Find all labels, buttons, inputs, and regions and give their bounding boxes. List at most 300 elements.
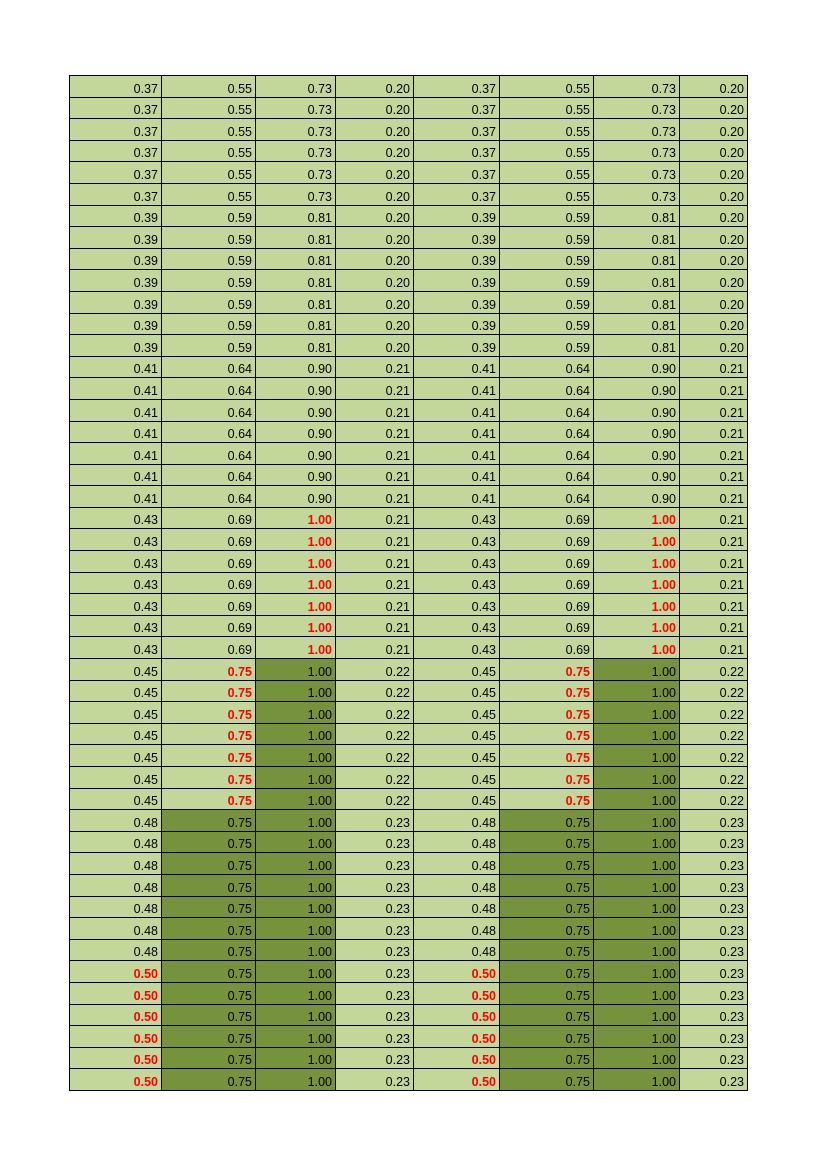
table-cell: 0.21 (680, 529, 748, 551)
table-cell: 0.21 (680, 443, 748, 465)
table-cell: 0.73 (256, 76, 336, 98)
table-cell: 0.22 (336, 723, 414, 745)
table-cell: 1.00 (594, 551, 680, 573)
table-cell: 0.45 (414, 680, 500, 702)
table-cell: 0.48 (70, 939, 162, 961)
table-cell: 0.21 (336, 551, 414, 573)
table-cell: 0.75 (500, 788, 594, 810)
table-cell: 0.59 (500, 270, 594, 292)
table-cell: 1.00 (256, 788, 336, 810)
table-cell: 1.00 (256, 680, 336, 702)
table-cell: 0.75 (500, 853, 594, 875)
table-cell: 0.48 (70, 853, 162, 875)
table-cell: 0.69 (162, 637, 256, 659)
table-cell: 0.55 (500, 97, 594, 119)
table-cell: 0.75 (500, 810, 594, 832)
table-cell: 0.59 (162, 270, 256, 292)
table-cell: 0.69 (500, 572, 594, 594)
table-cell: 0.55 (500, 183, 594, 205)
table-cell: 0.73 (594, 97, 680, 119)
table-cell: 0.41 (70, 443, 162, 465)
table-cell: 0.90 (256, 399, 336, 421)
table-cell: 0.41 (414, 399, 500, 421)
table-cell: 0.90 (594, 399, 680, 421)
table-cell: 0.43 (414, 615, 500, 637)
table-cell: 0.75 (500, 702, 594, 724)
table-cell: 0.21 (336, 507, 414, 529)
table-cell: 0.41 (414, 443, 500, 465)
table-cell: 0.43 (414, 551, 500, 573)
table-row (70, 140, 748, 162)
table-cell: 0.48 (414, 918, 500, 940)
table-row (70, 443, 748, 465)
table-cell: 0.75 (162, 745, 256, 767)
table-cell: 0.39 (70, 227, 162, 249)
table-cell: 0.39 (70, 313, 162, 335)
data-table (69, 75, 748, 1091)
table-cell: 1.00 (256, 1047, 336, 1069)
table-cell: 0.50 (414, 961, 500, 983)
table-cell: 0.73 (256, 97, 336, 119)
table-cell: 0.81 (594, 313, 680, 335)
table-cell: 0.48 (414, 874, 500, 896)
table-cell: 0.22 (336, 745, 414, 767)
table-cell: 0.75 (500, 831, 594, 853)
table-cell: 0.69 (500, 551, 594, 573)
table-cell: 0.75 (162, 659, 256, 681)
table-cell: 0.75 (500, 918, 594, 940)
table-cell: 0.50 (70, 961, 162, 983)
table-cell: 0.50 (70, 1069, 162, 1091)
table-cell: 0.45 (70, 767, 162, 789)
table-cell: 0.20 (336, 140, 414, 162)
table-cell: 0.41 (70, 421, 162, 443)
table-cell: 1.00 (256, 767, 336, 789)
table-row (70, 1069, 748, 1091)
table-cell: 1.00 (256, 1069, 336, 1091)
table-cell: 0.81 (594, 227, 680, 249)
table-cell: 0.39 (414, 291, 500, 313)
table-cell: 0.21 (680, 594, 748, 616)
table-row (70, 119, 748, 141)
table-cell: 0.69 (500, 507, 594, 529)
table-cell: 0.48 (414, 810, 500, 832)
table-cell: 0.43 (70, 572, 162, 594)
table-cell: 0.64 (162, 356, 256, 378)
table-row (70, 615, 748, 637)
table-cell: 0.37 (414, 76, 500, 98)
table-cell: 0.75 (500, 723, 594, 745)
table-cell: 0.75 (162, 1069, 256, 1091)
table-cell: 0.45 (414, 745, 500, 767)
table-row (70, 313, 748, 335)
table-cell: 0.48 (70, 896, 162, 918)
table-cell: 0.21 (680, 507, 748, 529)
table-cell: 0.64 (162, 464, 256, 486)
table-cell: 0.50 (70, 1026, 162, 1048)
table-cell: 0.75 (162, 767, 256, 789)
table-cell: 0.81 (256, 248, 336, 270)
table-cell: 0.48 (70, 918, 162, 940)
table-cell: 0.20 (680, 97, 748, 119)
table-cell: 0.69 (162, 572, 256, 594)
table-cell: 1.00 (594, 723, 680, 745)
table-cell: 0.23 (336, 982, 414, 1004)
table-cell: 0.41 (414, 421, 500, 443)
table-cell: 0.22 (680, 745, 748, 767)
table-cell: 0.39 (70, 205, 162, 227)
table-cell: 0.59 (500, 335, 594, 357)
table-cell: 1.00 (256, 551, 336, 573)
table-cell: 0.81 (256, 270, 336, 292)
table-cell: 0.22 (680, 788, 748, 810)
table-cell: 0.48 (414, 939, 500, 961)
table-cell: 0.20 (336, 183, 414, 205)
table-cell: 0.37 (70, 183, 162, 205)
table-cell: 0.48 (70, 874, 162, 896)
table-cell: 0.43 (414, 529, 500, 551)
table-cell: 0.21 (680, 421, 748, 443)
table-cell: 0.69 (162, 551, 256, 573)
table-cell: 0.21 (336, 637, 414, 659)
table-cell: 0.73 (594, 162, 680, 184)
table-cell: 0.75 (162, 918, 256, 940)
table-row (70, 594, 748, 616)
table-cell: 0.21 (680, 615, 748, 637)
table-cell: 0.37 (414, 97, 500, 119)
table-cell: 1.00 (594, 939, 680, 961)
table-cell: 0.73 (256, 119, 336, 141)
table-cell: 0.75 (162, 874, 256, 896)
table-cell: 0.55 (500, 140, 594, 162)
table-cell: 0.73 (594, 76, 680, 98)
table-cell: 0.23 (680, 1069, 748, 1091)
table-cell: 0.43 (414, 594, 500, 616)
table-cell: 0.23 (336, 896, 414, 918)
table-cell: 0.21 (680, 399, 748, 421)
table-cell: 0.21 (336, 486, 414, 508)
table-cell: 0.21 (336, 529, 414, 551)
table-row (70, 1047, 748, 1069)
table-cell: 0.75 (162, 788, 256, 810)
table-cell: 0.23 (336, 1069, 414, 1091)
table-cell: 0.50 (414, 1026, 500, 1048)
table-cell: 0.20 (680, 248, 748, 270)
table-cell: 0.59 (162, 335, 256, 357)
table-cell: 0.75 (500, 1069, 594, 1091)
table-cell: 0.20 (680, 119, 748, 141)
table-cell: 1.00 (594, 831, 680, 853)
table-cell: 0.20 (680, 205, 748, 227)
table-cell: 1.00 (594, 529, 680, 551)
table-row (70, 227, 748, 249)
table-cell: 0.37 (414, 119, 500, 141)
table-cell: 0.55 (162, 119, 256, 141)
table-cell: 1.00 (594, 1004, 680, 1026)
table-cell: 0.41 (70, 378, 162, 400)
table-row (70, 723, 748, 745)
table-cell: 0.45 (414, 788, 500, 810)
table-cell: 0.75 (162, 939, 256, 961)
table-cell: 0.39 (414, 313, 500, 335)
table-cell: 1.00 (594, 810, 680, 832)
table-cell: 0.55 (162, 140, 256, 162)
table-cell: 0.48 (414, 831, 500, 853)
table-cell: 0.39 (414, 227, 500, 249)
table-cell: 1.00 (594, 572, 680, 594)
table-cell: 0.45 (70, 788, 162, 810)
table-cell: 0.90 (594, 356, 680, 378)
table-cell: 0.45 (70, 745, 162, 767)
table-cell: 1.00 (594, 702, 680, 724)
table-row (70, 1004, 748, 1026)
table-cell: 0.20 (336, 313, 414, 335)
table-cell: 0.23 (336, 853, 414, 875)
table-cell: 0.41 (414, 356, 500, 378)
table-cell: 0.59 (500, 291, 594, 313)
table-cell: 0.64 (500, 443, 594, 465)
table-cell: 0.55 (162, 162, 256, 184)
table-cell: 0.55 (162, 97, 256, 119)
table-cell: 0.39 (70, 270, 162, 292)
table-cell: 0.69 (162, 615, 256, 637)
table-cell: 0.39 (70, 248, 162, 270)
table-body (70, 76, 748, 1091)
table-cell: 0.48 (70, 831, 162, 853)
table-cell: 0.20 (336, 205, 414, 227)
table-cell: 0.43 (70, 529, 162, 551)
table-cell: 0.75 (500, 1026, 594, 1048)
table-cell: 0.69 (500, 615, 594, 637)
table-cell: 0.20 (680, 183, 748, 205)
table-cell: 0.75 (500, 961, 594, 983)
table-cell: 0.21 (680, 637, 748, 659)
table-cell: 0.69 (500, 637, 594, 659)
table-row (70, 335, 748, 357)
table-cell: 0.90 (594, 421, 680, 443)
table-cell: 0.21 (680, 486, 748, 508)
table-cell: 0.39 (414, 205, 500, 227)
table-cell: 0.23 (336, 1004, 414, 1026)
table-cell: 0.39 (414, 335, 500, 357)
table-cell: 0.21 (336, 464, 414, 486)
table-cell: 0.69 (500, 594, 594, 616)
table-cell: 0.45 (70, 659, 162, 681)
table-cell: 0.50 (414, 1047, 500, 1069)
table-cell: 0.41 (414, 464, 500, 486)
table-cell: 0.90 (594, 486, 680, 508)
table-row (70, 507, 748, 529)
table-cell: 0.73 (594, 119, 680, 141)
table-cell: 0.37 (70, 97, 162, 119)
table-cell: 0.81 (594, 291, 680, 313)
table-cell: 1.00 (594, 1026, 680, 1048)
table-cell: 0.90 (594, 378, 680, 400)
table-cell: 1.00 (594, 767, 680, 789)
table-cell: 0.43 (70, 551, 162, 573)
table-cell: 0.75 (500, 939, 594, 961)
table-cell: 0.59 (500, 248, 594, 270)
table-cell: 0.23 (680, 853, 748, 875)
table-cell: 0.64 (162, 443, 256, 465)
table-cell: 1.00 (256, 874, 336, 896)
table-cell: 0.39 (70, 291, 162, 313)
table-cell: 1.00 (594, 1047, 680, 1069)
table-row (70, 1026, 748, 1048)
table-cell: 0.23 (336, 1026, 414, 1048)
table-cell: 0.59 (162, 313, 256, 335)
table-cell: 0.81 (256, 313, 336, 335)
table-cell: 1.00 (256, 831, 336, 853)
table-cell: 0.48 (414, 853, 500, 875)
table-cell: 0.75 (162, 1047, 256, 1069)
table-cell: 0.75 (500, 767, 594, 789)
table-cell: 1.00 (594, 874, 680, 896)
table-cell: 0.41 (70, 486, 162, 508)
table-cell: 0.22 (336, 767, 414, 789)
table-cell: 1.00 (594, 659, 680, 681)
table-cell: 0.45 (70, 723, 162, 745)
table-cell: 0.21 (336, 615, 414, 637)
table-cell: 1.00 (256, 702, 336, 724)
table-row (70, 183, 748, 205)
table-cell: 0.37 (70, 140, 162, 162)
table-row (70, 162, 748, 184)
table-cell: 1.00 (256, 810, 336, 832)
table-cell: 0.90 (256, 356, 336, 378)
table-cell: 0.90 (256, 378, 336, 400)
table-cell: 0.45 (414, 659, 500, 681)
table-cell: 0.23 (680, 810, 748, 832)
table-cell: 0.22 (680, 723, 748, 745)
table-cell: 1.00 (256, 961, 336, 983)
table-cell: 0.21 (336, 378, 414, 400)
table-row (70, 918, 748, 940)
table-cell: 0.20 (680, 291, 748, 313)
table-cell: 0.81 (594, 335, 680, 357)
table-row (70, 853, 748, 875)
table-cell: 1.00 (594, 745, 680, 767)
table-cell: 1.00 (256, 572, 336, 594)
table-cell: 0.75 (500, 982, 594, 1004)
table-cell: 1.00 (256, 615, 336, 637)
table-cell: 0.43 (70, 594, 162, 616)
table-cell: 1.00 (594, 680, 680, 702)
table-cell: 1.00 (256, 659, 336, 681)
table-row (70, 572, 748, 594)
table-cell: 0.21 (336, 443, 414, 465)
table-cell: 0.21 (680, 464, 748, 486)
table-row (70, 702, 748, 724)
table-cell: 0.50 (70, 1047, 162, 1069)
table-cell: 0.50 (70, 1004, 162, 1026)
table-cell: 0.23 (336, 831, 414, 853)
table-cell: 1.00 (594, 507, 680, 529)
table-cell: 0.20 (680, 313, 748, 335)
table-cell: 0.43 (70, 507, 162, 529)
table-cell: 0.39 (414, 270, 500, 292)
table-cell: 0.75 (500, 874, 594, 896)
table-cell: 0.73 (256, 140, 336, 162)
table-cell: 1.00 (256, 594, 336, 616)
table-cell: 1.00 (256, 896, 336, 918)
table-cell: 0.23 (680, 939, 748, 961)
table-cell: 0.43 (414, 507, 500, 529)
table-cell: 0.55 (162, 76, 256, 98)
table-cell: 0.21 (336, 421, 414, 443)
table-cell: 0.69 (162, 529, 256, 551)
table-row (70, 486, 748, 508)
table-cell: 0.22 (336, 680, 414, 702)
table-cell: 0.81 (594, 270, 680, 292)
table-cell: 0.23 (680, 1004, 748, 1026)
table-cell: 0.75 (162, 1026, 256, 1048)
table-cell: 0.39 (414, 248, 500, 270)
table-cell: 0.64 (162, 421, 256, 443)
table-cell: 0.59 (500, 205, 594, 227)
table-cell: 1.00 (256, 982, 336, 1004)
table-row (70, 810, 748, 832)
table-cell: 0.20 (336, 97, 414, 119)
table-cell: 0.75 (162, 702, 256, 724)
table-cell: 0.90 (256, 421, 336, 443)
table-cell: 0.23 (680, 918, 748, 940)
table-cell: 1.00 (256, 918, 336, 940)
table-cell: 0.23 (680, 896, 748, 918)
table-cell: 0.59 (500, 313, 594, 335)
table-cell: 0.81 (256, 291, 336, 313)
table-cell: 1.00 (594, 961, 680, 983)
table-cell: 0.23 (336, 939, 414, 961)
table-cell: 1.00 (256, 1026, 336, 1048)
table-row (70, 464, 748, 486)
table-row (70, 529, 748, 551)
table-row (70, 767, 748, 789)
table-cell: 0.75 (162, 723, 256, 745)
table-cell: 0.45 (70, 680, 162, 702)
table-cell: 0.39 (70, 335, 162, 357)
table-cell: 0.37 (414, 183, 500, 205)
table-row (70, 551, 748, 573)
table-cell: 0.75 (162, 680, 256, 702)
table-cell: 0.75 (500, 745, 594, 767)
table-cell: 0.75 (162, 982, 256, 1004)
table-cell: 0.23 (336, 874, 414, 896)
table-cell: 1.00 (256, 529, 336, 551)
table-cell: 0.73 (594, 140, 680, 162)
table-cell: 0.64 (162, 399, 256, 421)
table-cell: 0.20 (336, 227, 414, 249)
table-cell: 0.20 (336, 76, 414, 98)
table-cell: 0.64 (500, 464, 594, 486)
table-row (70, 982, 748, 1004)
table-cell: 0.90 (594, 464, 680, 486)
table-cell: 1.00 (594, 594, 680, 616)
table-cell: 0.21 (336, 399, 414, 421)
table-cell: 0.45 (414, 723, 500, 745)
table-cell: 0.20 (680, 76, 748, 98)
table-cell: 0.75 (500, 659, 594, 681)
table-cell: 0.50 (414, 1069, 500, 1091)
table-row (70, 637, 748, 659)
table-cell: 0.21 (680, 572, 748, 594)
table-cell: 0.20 (336, 335, 414, 357)
table-cell: 0.37 (414, 140, 500, 162)
table-cell: 0.75 (500, 1004, 594, 1026)
table-cell: 1.00 (256, 1004, 336, 1026)
table-cell: 0.64 (500, 356, 594, 378)
table-row (70, 76, 748, 98)
